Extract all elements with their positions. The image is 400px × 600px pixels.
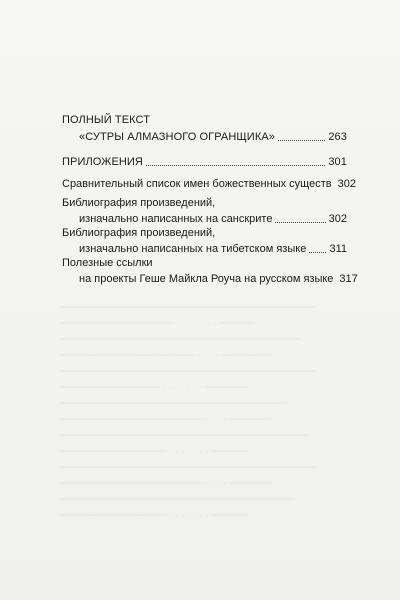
bleed-through-texture: ──────────────────────────────────── ──────────────── · · · · · · · ───── ────────────────────────────────── ─────────────────── · · · · ─────── ──────────────────────────────────── ────────────── · · · · · · · ────── ──────────────────────────────── ──────────────────── · · · · ────── ─────────────────────────────────── ─────────────── · · · · · · · ───── ──────────────────────────────────── ──────────────────── · · · · ────── ───────────────────────────────── ─────────────── · · · · · · · ───── xyxy=(60,302,316,521)
dot-leader xyxy=(275,221,325,223)
toc-entry-line xyxy=(62,243,347,256)
toc-entry-line xyxy=(62,273,358,286)
toc-page-number: 302 xyxy=(328,213,347,225)
dot-leader xyxy=(278,139,325,141)
toc-page-number: 301 xyxy=(328,156,347,168)
toc-entry-title: Полезные ссылки xyxy=(62,257,153,269)
toc-entry-deities-list xyxy=(62,178,356,191)
toc-entry-title: «СУТРЫ АЛМАЗНОГО ОГРАНЩИКА» xyxy=(79,131,275,143)
dot-leader xyxy=(146,164,325,166)
toc-entry-line xyxy=(62,131,347,144)
toc-entry-line xyxy=(62,213,347,226)
toc-entry-title: ПОЛНЫЙ ТЕКСТ xyxy=(62,114,151,126)
toc-entry-line xyxy=(62,197,347,210)
toc-entry-sanskrit-bibliography xyxy=(62,197,347,226)
toc-entry-title: изначально написанных на тибетском языке xyxy=(79,243,307,255)
toc-entry-tibetan-bibliography xyxy=(62,227,347,256)
toc-page-number: 263 xyxy=(328,131,347,143)
toc-entry-line xyxy=(62,178,356,191)
toc-entry-title: Сравнительный список имен божественных существ xyxy=(62,178,332,190)
toc-entry-appendices xyxy=(62,156,347,169)
toc-entry-title: изначально написанных на санскрите xyxy=(79,213,273,225)
toc-entry-title: ПРИЛОЖЕНИЯ xyxy=(62,156,143,168)
toc-entry-title: Библиография произведений, xyxy=(62,227,216,239)
toc-page-number: 317 xyxy=(339,273,358,285)
toc-entry-title: Библиография произведений, xyxy=(62,197,216,209)
toc-entry-line xyxy=(62,114,347,127)
toc-page-number: 302 xyxy=(337,178,356,190)
toc-page-number: 311 xyxy=(329,243,347,255)
toc-entry-title: на проекты Геше Майкла Роуча на русском языке xyxy=(79,273,334,285)
toc-entry-line xyxy=(62,156,347,169)
toc-entry-line xyxy=(62,257,347,270)
toc-entry-full-text xyxy=(62,114,347,144)
toc-entry-useful-links xyxy=(62,257,358,286)
dot-leader xyxy=(309,251,326,253)
toc-entry-line xyxy=(62,227,347,240)
